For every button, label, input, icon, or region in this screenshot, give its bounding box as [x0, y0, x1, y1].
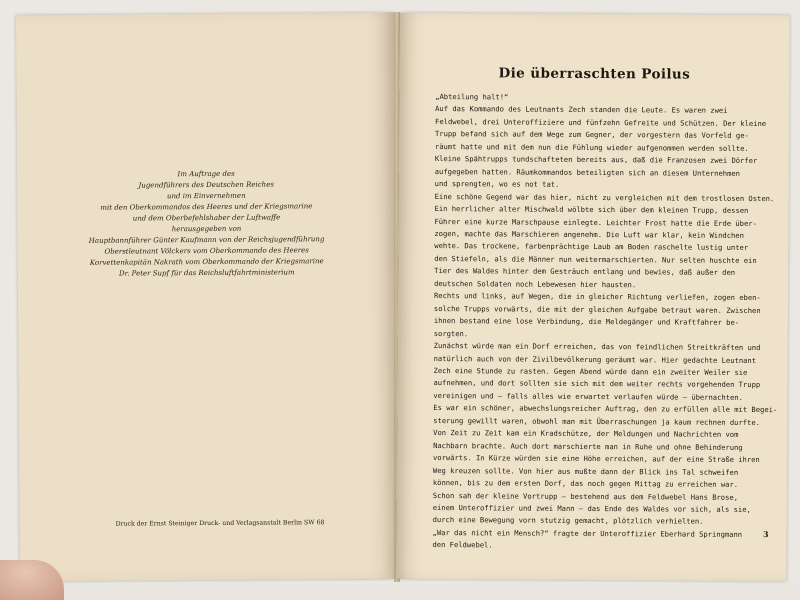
text-line: zogen, machte das Marschieren angenehm. Die Luft war klar, kein Windchen [434, 229, 744, 240]
credit-line: und dem Oberbefehlshaber der Luftwaffe [132, 213, 281, 223]
body-text [432, 91, 778, 554]
text-line: „War das nicht ein Mensch?“ fragte der Unteroffizier Eberhard Springmann [432, 527, 743, 539]
text-line: durch eine Bewegung vorn stutzig gemacht, plötzlich verhielten. [432, 515, 704, 527]
text-line: sorgten. [433, 328, 469, 338]
text-line: Rechts und links, auf Wegen, die in gleicher Richtung verliefen, zogen eben- [433, 291, 761, 303]
text-line: Weg kreuzen sollte. Von hier aus mußte dann der Blick ins Tal schweifen [432, 465, 739, 477]
text-line: einem Unteroffizier und zwei Mann — das Ende des Waldes vor sich, als sie, [432, 502, 751, 514]
text-line: Feldwebel, drei Unteroffiziere und fünfzehn Gefreite und Schützen. Der kleine [435, 116, 767, 128]
text-line: Auf das Kommando des Leutnants Zech standen die Leute. Es waren zwei [435, 104, 728, 116]
text-line: und sprengten, wo es not tat. [434, 179, 560, 189]
left-page [16, 13, 398, 582]
publisher-credits [17, 168, 396, 281]
credit-line: herausgegeben von [171, 224, 242, 234]
right-page [396, 13, 789, 581]
text-line: „Abteilung halt!“ [435, 92, 509, 102]
text-line: Ein herrlicher alter Mischwald wölbte sich über dem kleinen Trupp, dessen [434, 204, 749, 216]
text-line: solche Trupps vorwärts, die mit der gleichen Aufgabe betraut waren. Zwischen [433, 303, 761, 315]
text-line: ihnen bestand eine lose Verbindung, die Meldegänger und Kraftfahrer be- [433, 316, 740, 328]
text-line: vereinigen und — falls alles wie erwartet verlaufen würde — übernachten. [433, 390, 743, 402]
chapter-title: Die überraschten Poilus [498, 65, 691, 83]
text-line: Zunächst würde man ein Dorf erreichen, das von feindlichen Streitkräften und [433, 341, 761, 353]
credit-line: Korvettenkapitän Nakrath vom Oberkommando der Kriegsmarine [89, 257, 324, 267]
text-line: aufgegeben hatten. Räumkommandos beteiligten sich an diesem Unternehmen [434, 166, 741, 178]
page-number: 3 [762, 529, 769, 540]
printer-imprint: Druck der Ernst Steiniger Druck- und Verlagsanstalt Berlin SW 68 [115, 519, 325, 528]
credit-line: Oberstleutnant Völckers vom Oberkommando des Heeres [104, 246, 309, 256]
text-line: Von Zeit zu Zeit kam ein Kradschütze, der Meldungen und Nachrichten vom [433, 428, 739, 440]
text-line: aufnehmen, und dort sollten sie sich mit dem weiter rechts vorgehenden Trupp [433, 378, 761, 390]
text-line: sterung gewillt waren, obwohl man mit Überraschungen ja kaum rechnen durfte. [433, 415, 760, 427]
text-line: räumt hatte und mit dem nun die Fühlung wieder aufgenommen werden sollte. [434, 141, 749, 153]
text-line: deutschen Soldaten noch Lebewesen hier hausten. [434, 278, 637, 290]
text-line: Kleine Spähtrupps tundschafteten bereits aus, daß die Franzosen zwei Dörfer [434, 154, 758, 166]
credit-line: Hauptbannführer Günter Kaufmann von der Reichsjugendführung [88, 235, 325, 245]
text-line: Es war ein schöner, abwechslungsreicher Auftrag, den zu erfüllen alle mit Begei- [433, 403, 778, 415]
credit-line: mit den Oberkommandos des Heeres und der Kriegsmarine [100, 202, 313, 212]
text-line: natürlich auch von der Zivilbevölkerung geräumt war. Hier gedachte Leutnant [433, 353, 757, 365]
text-line: den Stiefeln, als die Männer nun weitermarschierten. Nur selten huschte ein [434, 253, 757, 265]
text-line: Eine schöne Gegend war das hier, nicht zu vergleichen mit dem trostlosen Osten. [434, 191, 775, 203]
text-line: vorwärts. In Kürze würden sie eine Höhe erreichen, auf der eine Straße ihren [432, 453, 760, 465]
credit-line: und im Einvernehmen [166, 191, 246, 201]
text-line: Trupp befand sich auf dem Wege zum Gegner, der vorgestern das Vorfeld ge- [434, 129, 749, 141]
credit-line: Dr. Peter Supf für das Reichsluftfahrtministerium [118, 268, 295, 278]
text-line: Schon sah der kleine Vortrupp — bestehend aus dem Feldwebel Hans Brose, [432, 490, 739, 502]
text-line: den Feldwebel. [432, 540, 493, 550]
text-line: Zech eine Stunde zu rasten. Gegen Abend würde dann ein zweiter Weiler sie [433, 365, 748, 377]
credit-line: Jugendführers des Deutschen Reiches [138, 180, 274, 190]
text-line: Tier des Waldes hinter dem Gesträuch entlang und bewies, daß außer den [434, 266, 736, 278]
text-line: Nachbarn brachte. Auch dort marschierte man in Ruhe und ohne Behinderung [433, 440, 743, 452]
text-line: wehte. Das trockene, farbenprächtige Laub am Boden raschelte lustig unter [434, 241, 749, 253]
text-line: können, bis zu dem ersten Dorf, das noch gegen Mittag zu erreichen war. [432, 478, 739, 489]
text-line: Führer eine kurze Marschpause einlegte. Leichter Frost hatte die Erde über- [434, 216, 757, 228]
credit-line: Im Auftrage des [177, 169, 235, 179]
